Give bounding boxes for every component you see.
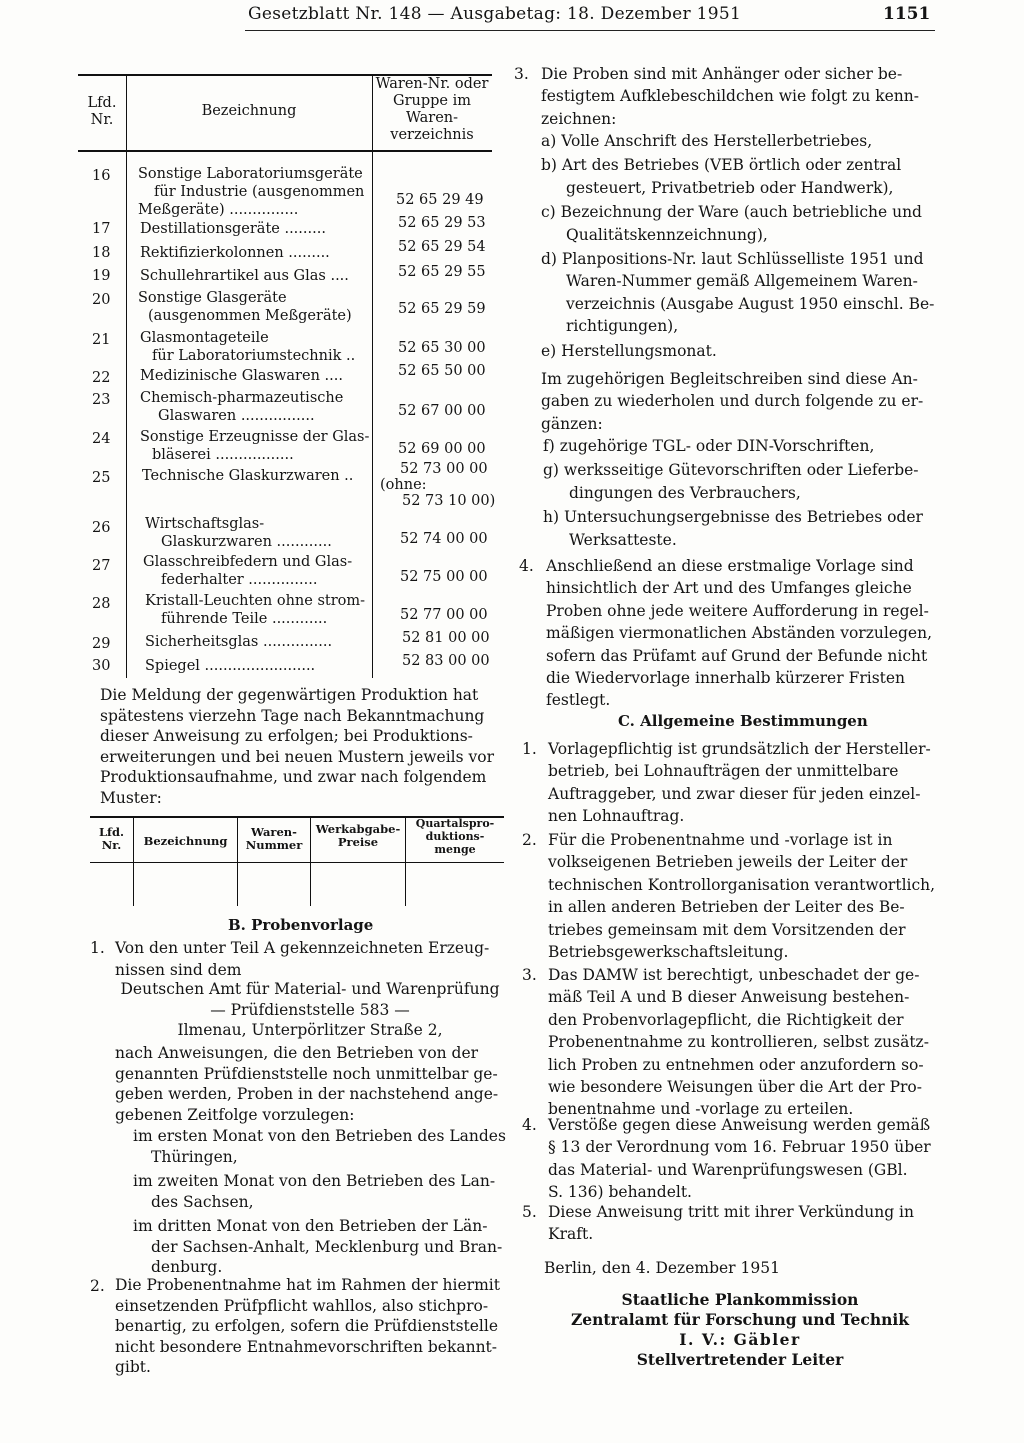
signature-block: Staatliche Plankommission Zentralamt für Forschung und Technik I. V.: Gäbler Stellvertretender Leiter bbox=[570, 1290, 910, 1369]
section-c-title: C. Allgemeine Bestimmungen bbox=[618, 712, 868, 730]
schedule-list: im ersten Monat von den Betrieben des Landes Thüringen, im zweiten Monat von den Betrieben des Lan- des Sachsen, im dritten Monat von den Betrieben der Län- der Sachsen-Anhalt, Mecklenburg und Bran- denburg. bbox=[133, 1127, 506, 1276]
table-header-rule bbox=[78, 150, 492, 152]
muster-mid-rule bbox=[90, 862, 504, 863]
table-col-divider-2 bbox=[372, 74, 373, 678]
muster-header-lfd: Lfd. Nr. bbox=[98, 825, 125, 852]
page-number: 1151 bbox=[883, 4, 931, 24]
muster-header-preise: Werkabgabe- Preise bbox=[315, 822, 401, 849]
header-rule bbox=[245, 30, 935, 31]
muster-header-bezeichnung: Bezeichnung bbox=[143, 834, 228, 848]
meldung-paragraph: Die Meldung der gegenwärtigen Produktion hat spätestens vierzehn Tage nach Bekanntmachung dieser Anweisung zu erfolgen; bei Produktions- erweiterungen und bei neuen Mustern jeweils vor Produktionsaufnahme, und zwar nach folgendem Muster: bbox=[100, 686, 495, 807]
page-header-title: Gesetzblatt Nr. 148 — Ausgabetag: 18. Dezember 1951 bbox=[248, 4, 742, 24]
header-bezeichnung: Bezeichnung bbox=[201, 103, 297, 119]
label-list-a-e: a) Volle Anschrift des Herstellerbetriebes, b) Art des Betriebes (VEB örtlich oder zentral gesteuert, Privatbetrieb oder Handwerk), c) Bezeichnung der Ware (auch betriebliche und Qualitätskennzeichnung), d) Planpositions-Nr. laut Schlüsselliste 1951 und Waren-Nummer gemäß Allgemeinem Waren- verzeichnis (Ausgabe August 1950 einschl. Be- richtigungen), e) Herstellungsmonat. bbox=[541, 132, 935, 360]
section-b-title: B. Probenvorlage bbox=[228, 916, 374, 934]
muster-header-menge: Quartalspro- duktions- menge bbox=[415, 817, 495, 856]
closing-date: Berlin, den 4. Dezember 1951 bbox=[544, 1259, 780, 1277]
label-list-f-h: f) zugehörige TGL- oder DIN-Vorschriften, g) werksseitige Gütevorschriften oder Lieferbe- dingungen des Verbrauchers, h) Untersuchungsergebnisse des Betriebes oder Werksatteste. bbox=[543, 437, 923, 549]
header-warennr: Waren-Nr. oder Gruppe im Waren- verzeichnis bbox=[375, 76, 489, 143]
table-col-divider-1 bbox=[126, 74, 127, 678]
address-block: Deutschen Amt für Material- und Warenprüfung — Prüfdienststelle 583 — Ilmenau, Unterpörlitzer Straße 2, bbox=[120, 980, 500, 1039]
muster-header-warennummer: Waren- Nummer bbox=[245, 825, 303, 852]
header-lfd-nr: Lfd. Nr. bbox=[87, 95, 117, 128]
muster-col-divider bbox=[133, 816, 134, 906]
